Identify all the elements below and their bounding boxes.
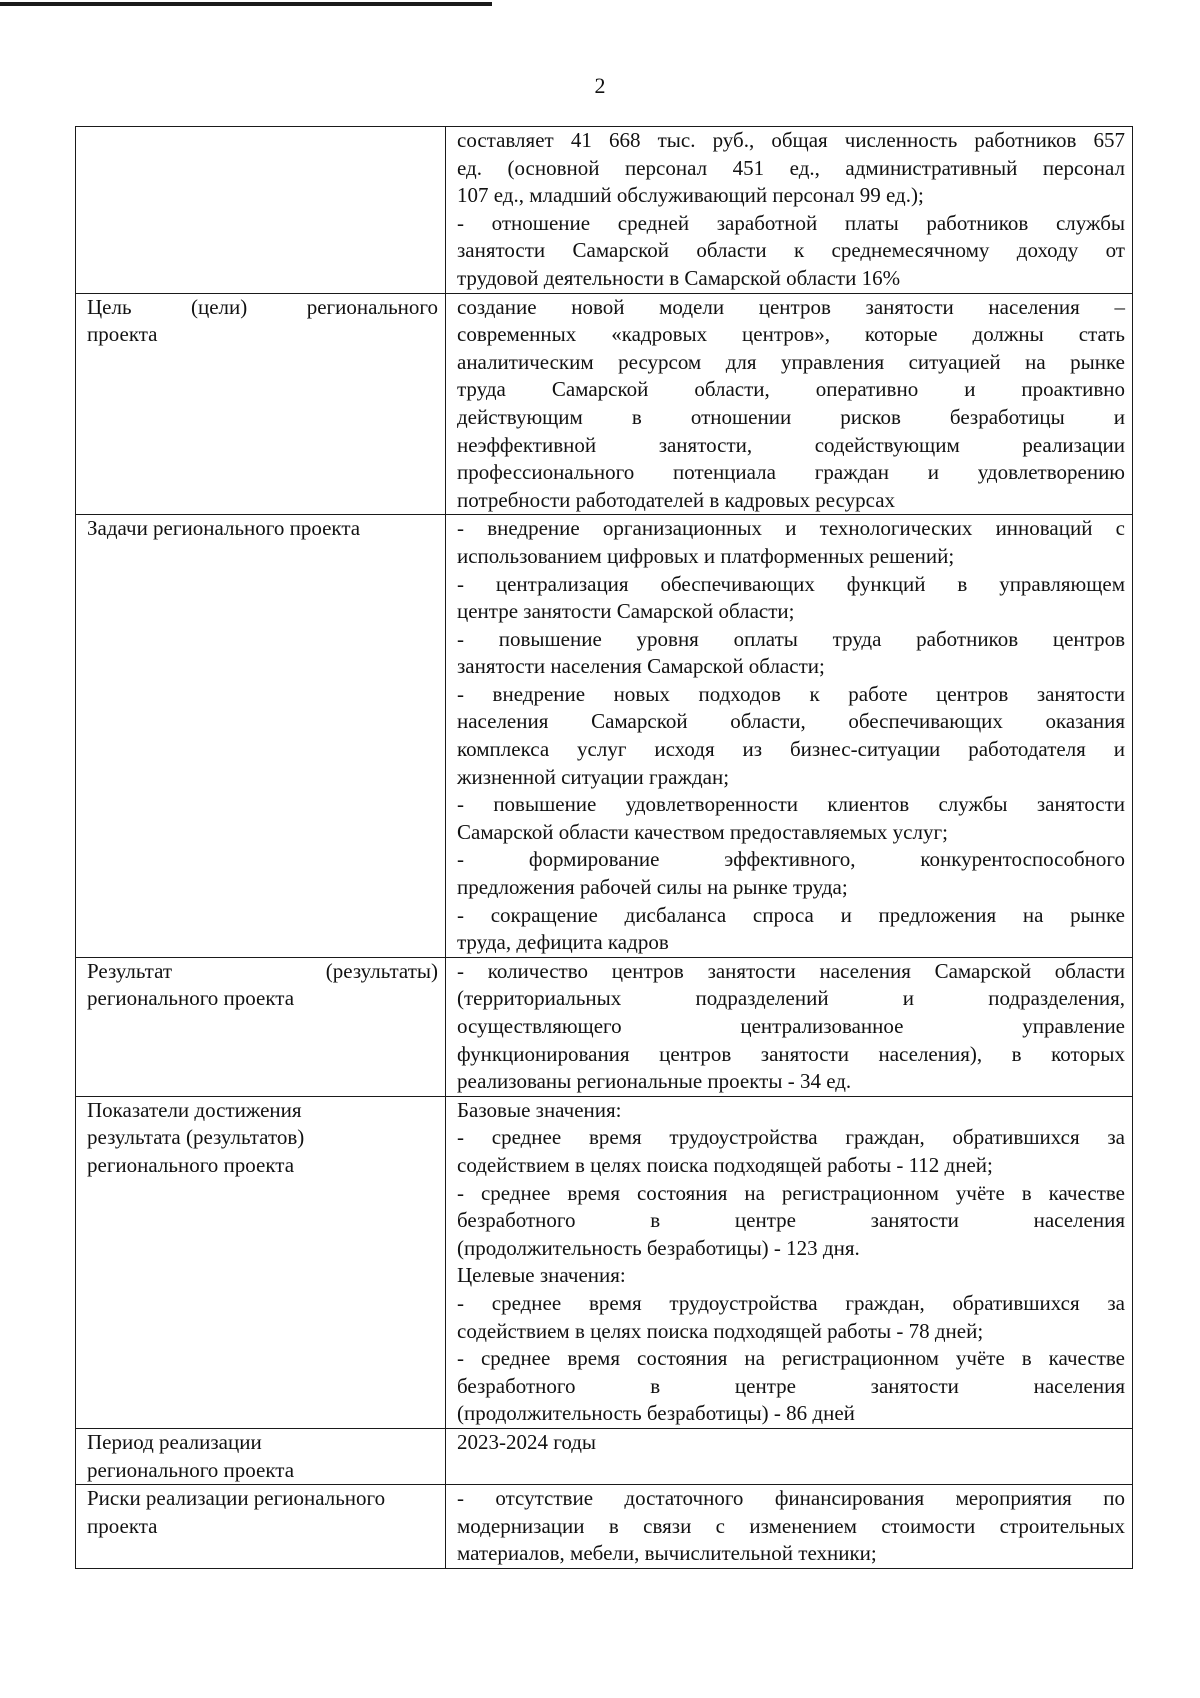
page-number: 2	[594, 73, 606, 98]
content-line: - повышение уровня оплаты труда работников центров	[457, 626, 1125, 651]
content-line: труда, дефицита кадров	[457, 930, 669, 955]
content-line: (территориальных подразделений и подразделения,	[457, 986, 1125, 1011]
row-content-tasks	[446, 515, 1133, 958]
label-line: Цель (цели) регионального	[87, 294, 438, 319]
content-line: - отсутствие достаточного финансирования мероприятия по	[457, 1486, 1125, 1511]
content-line: материалов, мебели, вычислительной техники;	[457, 1541, 877, 1566]
content-line: использованием цифровых и платформенных решений;	[457, 543, 955, 568]
table-row	[76, 1096, 1133, 1428]
content-line: модернизации в связи с изменением стоимости строительных	[457, 1513, 1125, 1538]
table-row	[76, 127, 1133, 294]
label-line: Задачи регионального проекта	[87, 516, 361, 541]
content-line: составляет 41 668 тыс. руб., общая численность работников 657	[457, 128, 1125, 152]
content-line: Базовые значения:	[457, 1097, 622, 1122]
content-line: - количество центров занятости населения Самарской области	[457, 958, 1125, 983]
content-line: - среднее время трудоустройства граждан, обратившихся за	[457, 1290, 1125, 1315]
label-line: проекта	[87, 322, 158, 347]
content-line: осуществляющего централизованное управление	[457, 1014, 1125, 1038]
content-line: - централизация обеспечивающих функций в управляющем	[457, 571, 1125, 596]
row-label-goal	[76, 293, 446, 515]
content-line: жизненной ситуации граждан;	[457, 764, 730, 789]
content-line: - формирование эффективного, конкурентоспособного	[457, 847, 1125, 872]
content-line: (продолжительность безработицы) - 86 дней	[457, 1401, 855, 1426]
row-content-continuation	[446, 127, 1133, 294]
table-row	[76, 515, 1133, 958]
content-line: Целевые значения:	[457, 1263, 626, 1288]
content-line: функционирования центров занятости населения), в которых	[457, 1041, 1125, 1066]
row-content-indicators	[446, 1096, 1133, 1428]
content-line: Самарской области качеством предоставляемых услуг;	[457, 819, 948, 844]
content-line: неэффективной занятости, содействующим реализации	[457, 432, 1125, 457]
label-line: Риски реализации регионального	[87, 1486, 386, 1511]
label-line: регионального проекта	[87, 1457, 295, 1482]
row-content-period	[446, 1428, 1133, 1484]
row-content-goal	[446, 293, 1133, 515]
table-row	[76, 293, 1133, 515]
content-line: труда Самарской области, оперативно и проактивно	[457, 377, 1125, 402]
label-line: регионального проекта	[87, 1152, 295, 1177]
row-label-risks	[76, 1485, 446, 1569]
content-line: - повышение удовлетворенности клиентов службы занятости	[457, 792, 1125, 817]
content-line: - внедрение организационных и технологических инноваций с	[457, 516, 1125, 541]
content-line: содействием в целях поиска подходящей работы - 112 дней;	[457, 1152, 993, 1177]
content-line: - среднее время состояния на регистрационном учёте в качестве	[457, 1180, 1125, 1205]
content-line: безработного в центре занятости населения	[457, 1373, 1125, 1398]
content-line: аналитическим ресурсом для управления ситуацией на рынке	[457, 349, 1125, 374]
row-label-empty	[76, 127, 446, 294]
content-line: - сокращение дисбаланса спроса и предложения на рынке	[457, 902, 1125, 927]
label-line: проекта	[87, 1513, 158, 1538]
scan-edge-line	[0, 2, 492, 6]
project-passport-table	[75, 126, 1133, 1569]
content-line: занятости Самарской области к среднемесячному доходу от	[457, 238, 1125, 263]
content-line: (продолжительность безработицы) - 123 дня.	[457, 1235, 860, 1260]
content-line: содействием в целях поиска подходящей работы - 78 дней;	[457, 1318, 984, 1343]
content-line: центре занятости Самарской области;	[457, 599, 795, 624]
row-label-period	[76, 1428, 446, 1484]
label-line: Результат (результаты)	[87, 958, 438, 983]
content-line: 2023-2024 годы	[457, 1429, 597, 1454]
content-line: предложения рабочей силы на рынке труда;	[457, 875, 848, 900]
table-row	[76, 957, 1133, 1096]
content-line: населения Самарской области, обеспечивающих оказания	[457, 709, 1125, 734]
row-label-tasks	[76, 515, 446, 958]
content-line: занятости населения Самарской области;	[457, 654, 825, 679]
table-row	[76, 1428, 1133, 1484]
content-line: профессионального потенциала граждан и удовлетворению	[457, 460, 1125, 485]
content-line: безработного в центре занятости населения	[457, 1208, 1125, 1233]
content-line: - отношение средней заработной платы работников службы	[457, 210, 1125, 235]
label-line: Показатели достижения	[87, 1097, 302, 1122]
content-line: действующим в отношении рисков безработицы и	[457, 404, 1125, 429]
content-line: комплекса услуг исходя из бизнес-ситуации работодателя и	[457, 737, 1125, 762]
row-content-result	[446, 957, 1133, 1096]
content-line: реализованы региональные проекты - 34 ед.	[457, 1069, 852, 1094]
content-line: - среднее время трудоустройства граждан, обратившихся за	[457, 1125, 1125, 1150]
content-line: трудовой деятельности в Самарской области 16%	[457, 265, 901, 290]
label-line: регионального проекта	[87, 986, 295, 1011]
content-line: - внедрение новых подходов к работе центров занятости	[457, 681, 1125, 706]
label-line: Период реализации	[87, 1429, 262, 1454]
content-line: - среднее время состояния на регистрационном учёте в качестве	[457, 1346, 1125, 1371]
content-line: современных «кадровых центров», которые должны стать	[457, 322, 1125, 347]
row-label-result	[76, 957, 446, 1096]
content-line: потребности работодателей в кадровых ресурсах	[457, 487, 896, 512]
row-content-risks	[446, 1485, 1133, 1569]
row-label-indicators	[76, 1096, 446, 1428]
content-line: 107 ед., младший обслуживающий персонал 99 ед.);	[457, 183, 924, 208]
label-line: результата (результатов)	[87, 1125, 305, 1150]
content-line: ед. (основной персонал 451 ед., административный персонал	[457, 155, 1125, 180]
content-line: создание новой модели центров занятости населения –	[457, 294, 1125, 319]
table-row	[76, 1485, 1133, 1569]
